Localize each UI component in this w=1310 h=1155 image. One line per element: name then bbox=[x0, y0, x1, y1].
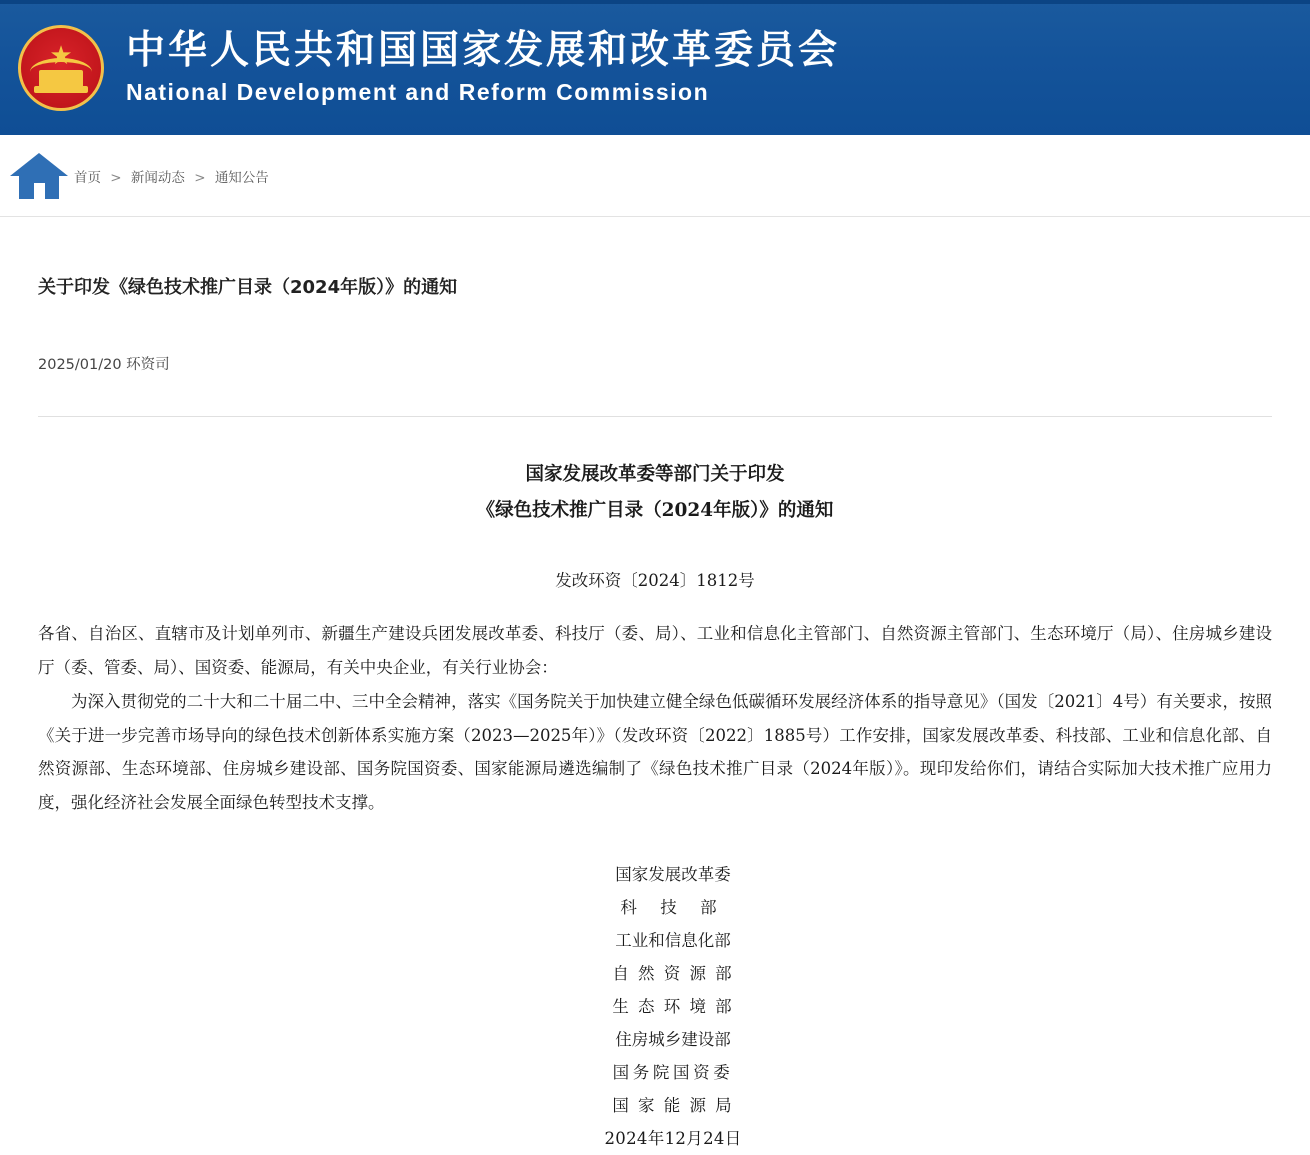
breadcrumb-item-news[interactable]: 新闻动态 bbox=[130, 169, 185, 186]
signature-line-1: 国家发展改革委 bbox=[615, 865, 731, 884]
signature-line-5: 生 态 环 境 部 bbox=[612, 997, 734, 1016]
signature-line-7: 国务院国资委 bbox=[612, 1063, 734, 1082]
signature-line-8: 国 家 能 源 局 bbox=[612, 1096, 734, 1115]
home-roof-shape bbox=[10, 153, 68, 176]
meta-divider bbox=[38, 416, 1272, 417]
home-door-shape bbox=[34, 183, 45, 199]
document-number: 发改环资〔2024〕1812号 bbox=[555, 571, 755, 591]
breadcrumb-list bbox=[74, 166, 269, 186]
breadcrumb-separator-1: > bbox=[110, 169, 122, 186]
emblem-gate-icon bbox=[39, 70, 83, 88]
document-title-line2: 《绿色技术推广目录（2024年版）》的通知 bbox=[476, 500, 834, 522]
breadcrumb bbox=[0, 135, 1310, 217]
breadcrumb-separator-2: > bbox=[194, 169, 206, 186]
national-emblem-icon bbox=[18, 25, 104, 111]
document-paragraph-1: 为深入贯彻党的二十大和二十届二中、三中全会精神，落实《国务院关于加快建立健全绿色低碳循环发展经济体系的指导意见》（国发〔2021〕4号）有关要求，按照《关于进一步完善市场导向的绿色技术创新体系实施方案（2023—2025年）》（发改环资〔2022〕1885号）工作安排，国家发展改革委、科技部、工业和信息化部、自然资源部、生态环境部、住房城乡建设部、国务院国资委、国家能源局遴选编制了《绿色技术推广目录（2024年版）》。现印发给你们，请结合实际加大技术推广应用力度，强化经济社会发展全面绿色转型技术支撑。 bbox=[38, 691, 1272, 813]
document-title bbox=[38, 457, 1272, 529]
signature-line-4: 自 然 资 源 部 bbox=[612, 964, 734, 983]
site-header bbox=[0, 0, 1310, 135]
header-title-cn: 中华人民共和国国家发展和改革委员会 bbox=[126, 27, 841, 73]
signature-line-2: 科 技 部 bbox=[620, 898, 726, 917]
page-title: 关于印发《绿色技术推广目录（2024年版）》的通知 bbox=[38, 277, 458, 298]
document-body bbox=[38, 457, 1272, 1155]
signature-line-3: 工业和信息化部 bbox=[615, 931, 731, 950]
document-signatures bbox=[38, 858, 1272, 1155]
document-recipients: 各省、自治区、直辖市及计划单列市、新疆生产建设兵团发展改革委、科技厅（委、局）、工业和信息化主管部门、自然资源主管部门、生态环境厅（局）、住房城乡建设厅（委、管委、局）、国资委、能源局，有关中央企业，有关行业协会： bbox=[38, 624, 1272, 677]
signature-date: 2024年12月24日 bbox=[604, 1129, 742, 1148]
signature-line-6: 住房城乡建设部 bbox=[615, 1030, 731, 1049]
document-title-line1: 国家发展改革委等部门关于印发 bbox=[525, 464, 785, 485]
article-meta: 2025/01/20 环资司 bbox=[38, 357, 170, 373]
home-icon[interactable] bbox=[10, 153, 68, 199]
breadcrumb-item-notice[interactable]: 通知公告 bbox=[214, 169, 269, 186]
article-container bbox=[0, 273, 1310, 1155]
breadcrumb-item-home[interactable]: 首页 bbox=[74, 169, 101, 186]
header-titles bbox=[126, 27, 841, 105]
emblem-star-icon: ★ bbox=[49, 39, 73, 70]
header-title-en: National Development and Reform Commission bbox=[126, 78, 710, 105]
